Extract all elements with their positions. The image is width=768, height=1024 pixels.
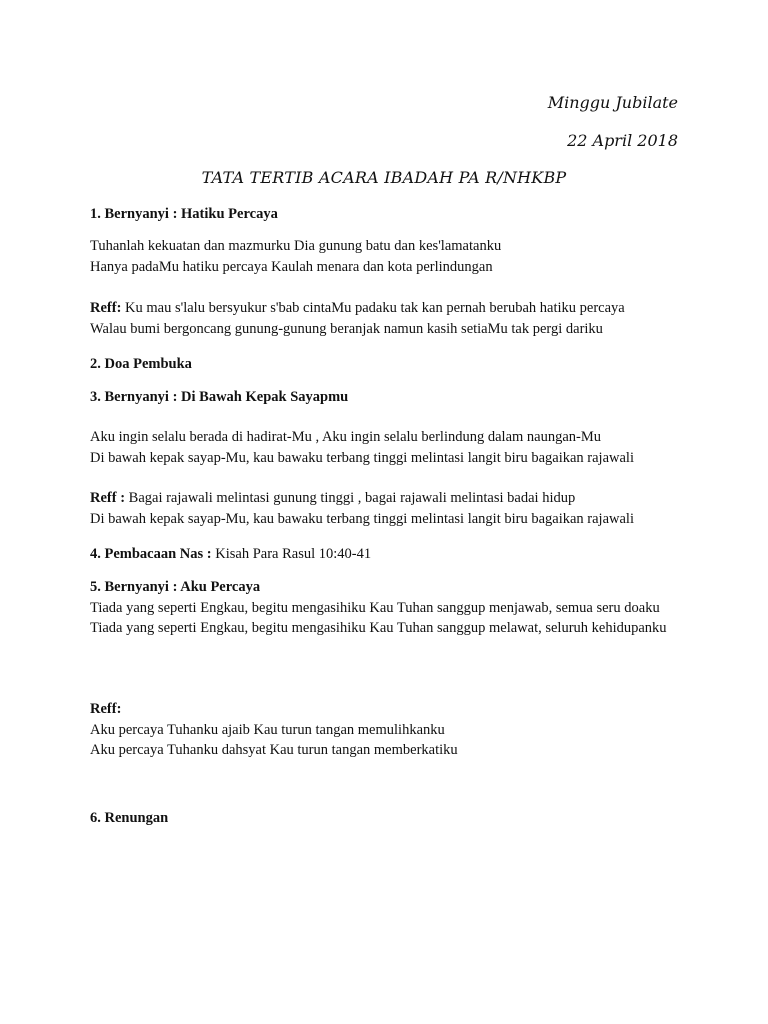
verse-line: Hanya padaMu hatiku percaya Kaulah menara dan kota perlindungan [90, 258, 493, 275]
section-1-heading: 1. Bernyanyi : Hatiku Percaya [90, 206, 278, 222]
section-5-heading: 5. Bernyanyi : Aku Percaya [90, 579, 261, 595]
section-3 [90, 387, 680, 408]
scripture-reference: Kisah Para Rasul 10:40-41 [211, 546, 372, 562]
section-6 [90, 808, 680, 829]
section-4-heading: 4. Pembacaan Nas : [90, 546, 212, 562]
section-1-verse [90, 236, 680, 277]
verse-line: Aku ingin selalu berada di hadirat-Mu , Aku ingin selalu berlindung dalam naungan-Mu [90, 429, 602, 445]
section-3-reff [90, 488, 680, 529]
verse-line: Di bawah kepak sayap-Mu, kau bawaku terbang tinggi melintasi langit biru bagaikan rajawali [90, 449, 634, 466]
reff-line [90, 298, 680, 319]
reff-line: Aku percaya Tuhanku dahsyat Kau turun tangan memberkatiku [90, 742, 458, 758]
reff-line: Walau bumi bergoncang gunung-gunung beranjak namun kasih setiaMu tak pergi dariku [90, 320, 603, 337]
section-5-reff [90, 699, 680, 761]
section-2 [90, 354, 680, 375]
section-4 [90, 544, 680, 565]
section-1-reff [90, 298, 680, 339]
reff-line: Aku percaya Tuhanku ajaib Kau turun tangan memulihkanku [90, 721, 445, 738]
reff-line: Di bawah kepak sayap-Mu, kau bawaku terbang tinggi melintasi langit biru bagaikan rajawali [90, 510, 634, 527]
reff-label: Reff: [90, 300, 122, 316]
reff-label: Reff : [90, 490, 126, 506]
verse-line: Tiada yang seperti Engkau, begitu mengasihiku Kau Tuhan sanggup melawat, seluruh kehidupanku [90, 620, 667, 636]
section-2-heading: 2. Doa Pembuka [90, 356, 192, 372]
date-label: 22 April 2018 [567, 131, 678, 150]
section-6-heading: 6. Renungan [90, 810, 169, 826]
section-1 [90, 204, 680, 225]
verse-line: Tiada yang seperti Engkau, begitu mengasihiku Kau Tuhan sanggup menjawab, semua seru doaku [90, 599, 660, 616]
document-title: TATA TERTIB ACARA IBADAH PA R/NHKBP [201, 168, 567, 187]
occasion-label: Minggu Jubilate [547, 93, 678, 112]
reff-text: Bagai rajawali melintasi gunung tinggi , bagai rajawali melintasi badai hidup [125, 490, 576, 506]
reff-label: Reff: [90, 701, 122, 717]
section-4-line [90, 544, 680, 565]
section-3-verse [90, 427, 680, 468]
section-3-heading: 3. Bernyanyi : Di Bawah Kepak Sayapmu [90, 389, 349, 405]
verse-line: Tuhanlah kekuatan dan mazmurku Dia gunung batu dan kes'lamatanku [90, 238, 502, 254]
reff-text: Ku mau s'lalu bersyukur s'bab cintaMu padaku tak kan pernah berubah hatiku percaya [121, 300, 625, 316]
reff-line [90, 488, 680, 509]
section-5 [90, 577, 680, 639]
